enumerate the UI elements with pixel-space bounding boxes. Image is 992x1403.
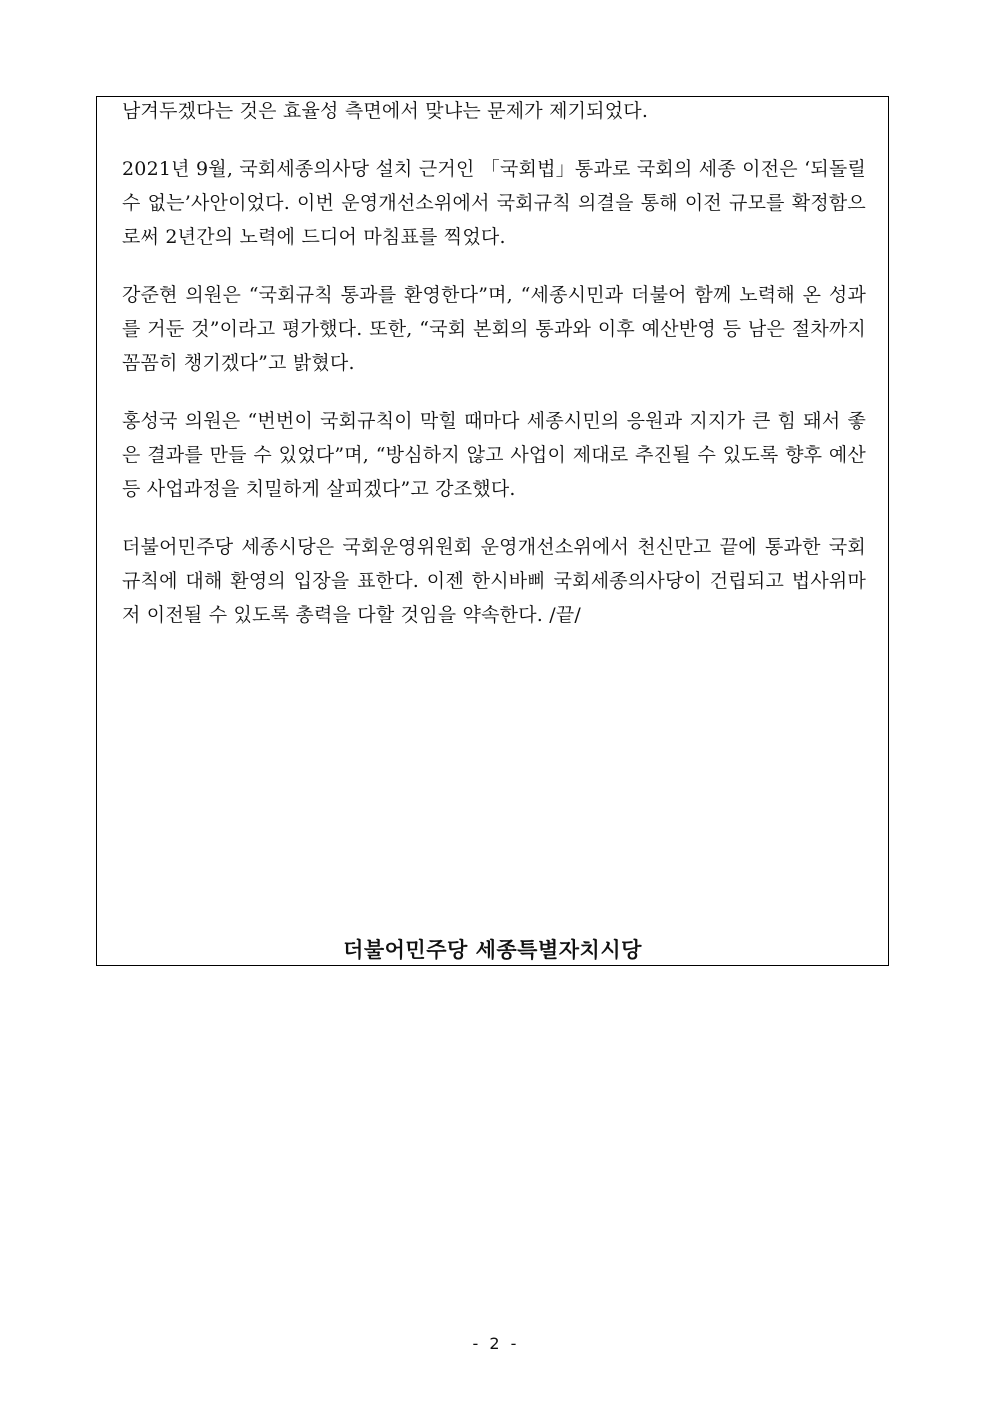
paragraph-5: 더불어민주당 세종시당은 국회운영위원회 운영개선소위에서 천신만고 끝에 통과한 국회규칙에 대해 환영의 입장을 표한다. 이젠 한시바삐 국회세종의사당이 건립되고 법사위마저 이전될 수 있도록 총력을 다할 것임을 약속한다. /끝/ bbox=[122, 536, 866, 626]
document-body bbox=[122, 94, 866, 656]
paragraph-3: 강준현 의원은 “국회규칙 통과를 환영한다”며, “세종시민과 더불어 함께 노력해 온 성과를 거둔 것”이라고 평가했다. 또한, “국회 본회의 통과와 이후 예산반영 등 남은 절차까지 꼼꼼히 챙기겠다”고 밝혔다. bbox=[122, 284, 866, 374]
paragraph-4: 홍성국 의원은 “번번이 국회규칙이 막힐 때마다 세종시민의 응원과 지지가 큰 힘 돼서 좋은 결과를 만들 수 있었다”며, “방심하지 않고 사업이 제대로 추진될 수 있도록 향후 예산 등 사업과정을 치밀하게 살피겠다”고 강조했다. bbox=[122, 410, 866, 500]
paragraph-1: 남겨두겠다는 것은 효율성 측면에서 맞냐는 문제가 제기되었다. bbox=[122, 100, 649, 122]
page-number: - 2 - bbox=[472, 1334, 520, 1353]
party-signature: 더불어민주당 세종특별자치시당 bbox=[343, 938, 642, 962]
paragraph-2: 2021년 9월, 국회세종의사당 설치 근거인 「국회법」통과로 국회의 세종 이전은 ‘되돌릴 수 없는’사안이었다. 이번 운영개선소위에서 국회규칙 의결을 통해 이전 규모를 확정함으로써 2년간의 노력에 드디어 마침표를 찍었다. bbox=[122, 158, 866, 248]
